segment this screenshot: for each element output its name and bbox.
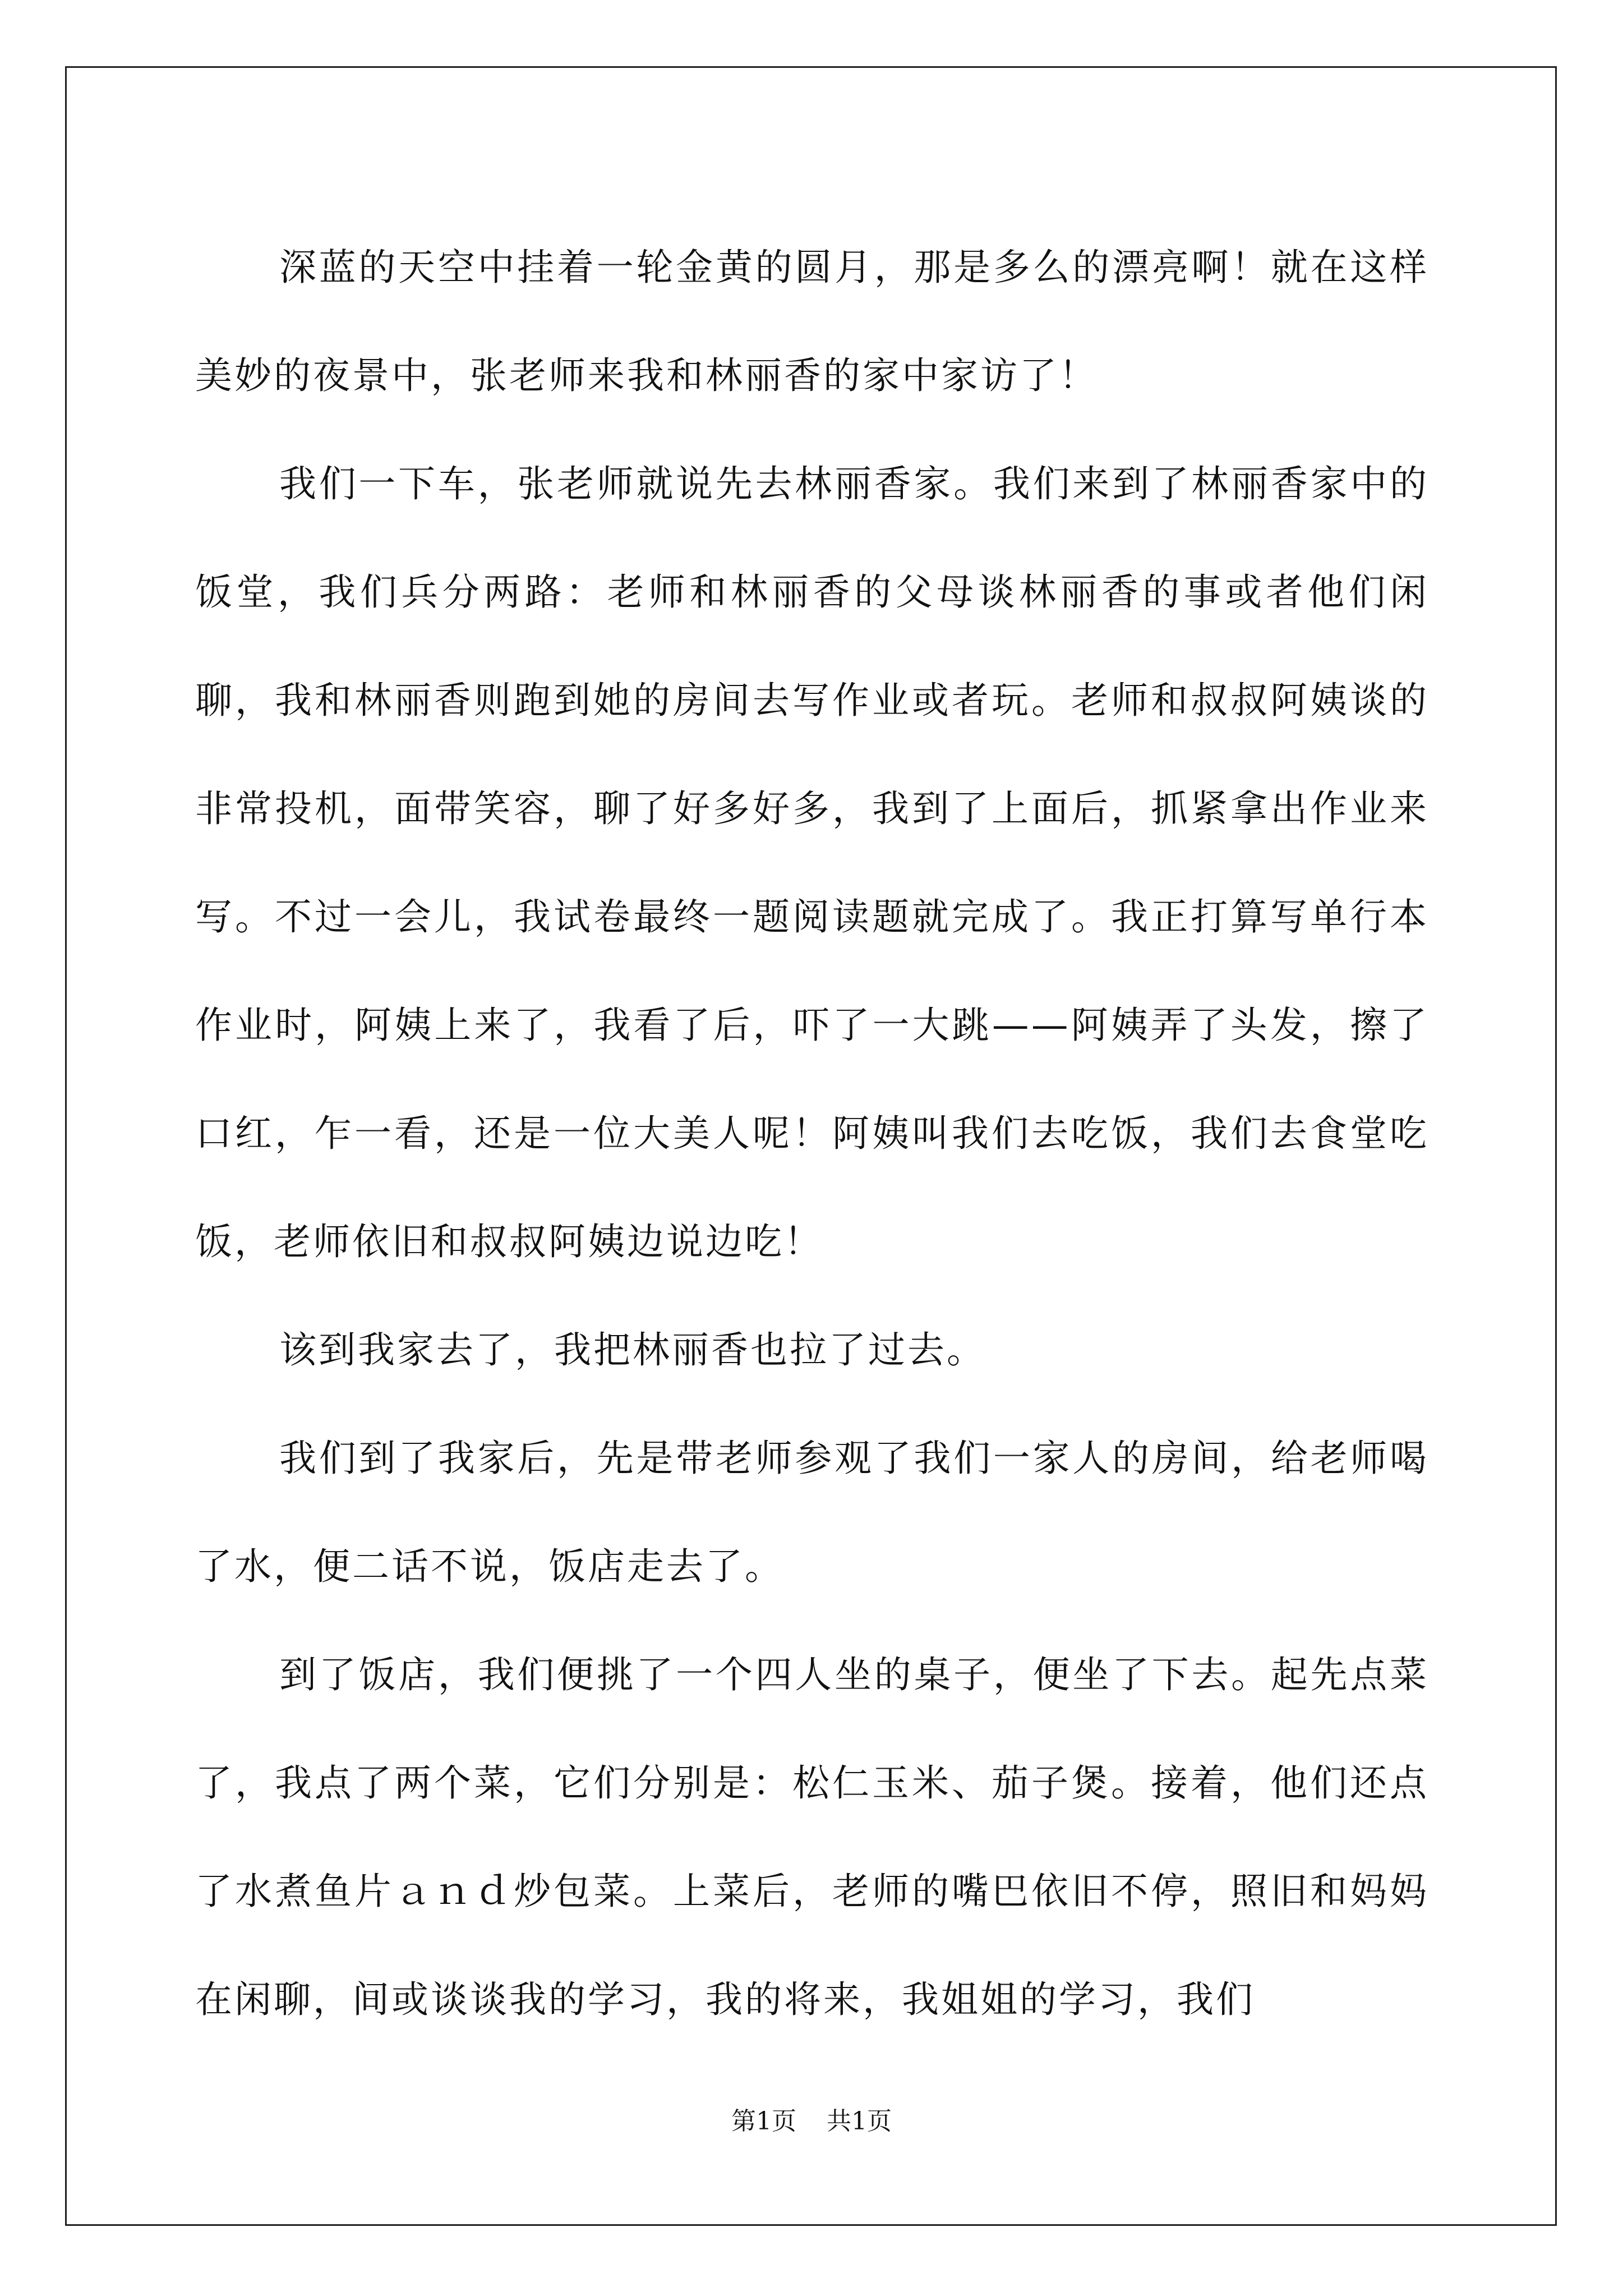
page-number: 第1页 [731,2107,796,2136]
page-footer [0,2101,1623,2137]
page-total: 共1页 [827,2107,892,2136]
paragraph-4: 我们到了我家后，先是带老师参观了我们一家人的房间，给老师喝了水，便二话不说，饭店走去了。 [195,1437,1429,1588]
paragraph-3: 该到我家去了，我把林丽香也拉了过去。 [279,1328,986,1372]
document-body [195,213,1429,2054]
paragraph-1: 深蓝的天空中挂着一轮金黄的圆月，那是多么的漂亮啊！就在这样美妙的夜景中，张老师来我和林丽香的家中家访了！ [195,246,1429,397]
paragraph-2: 我们一下车，张老师就说先去林丽香家。我们来到了林丽香家中的饭堂，我们兵分两路：老师和林丽香的父母谈林丽香的事或者他们闲聊，我和林丽香则跑到她的房间去写作业或者玩。老师和叔叔阿姨谈的非常投机，面带笑容，聊了好多好多，我到了上面后，抓紧拿出作业来写。不过一会儿，我试卷最终一题阅读题就完成了。我正打算写单行本作业时，阿姨上来了，我看了后，吓了一大跳——阿姨弄了头发，擦了口红，乍一看，还是一位大美人呢！阿姨叫我们去吃饭，我们去食堂吃饭，老师依旧和叔叔阿姨边说边吃！ [195,462,1429,1263]
paragraph-5: 到了饭店，我们便挑了一个四人坐的桌子，便坐了下去。起先点菜了，我点了两个菜，它们分别是：松仁玉米、茄子煲。接着，他们还点了水煮鱼片ａｎｄ炒包菜。上菜后，老师的嘴巴依旧不停，照旧和妈妈在闲聊，间或谈谈我的学习，我的将来，我姐姐的学习，我们 [195,1653,1429,2021]
